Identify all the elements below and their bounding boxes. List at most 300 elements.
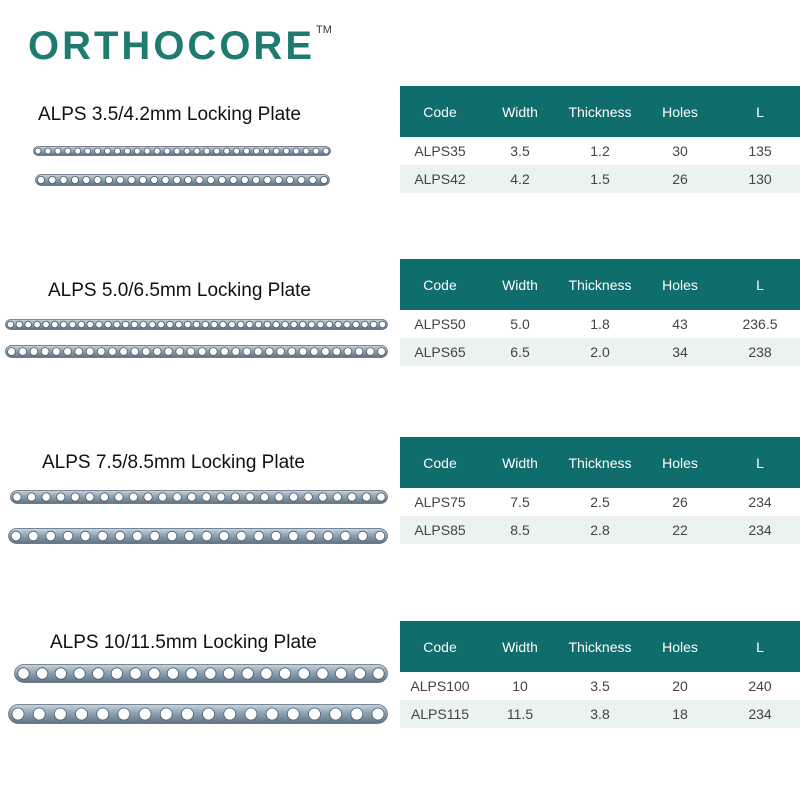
plate-hole	[265, 348, 273, 356]
column-header-length: L	[720, 437, 800, 488]
plate-hole	[214, 148, 220, 154]
column-header-holes: Holes	[640, 259, 720, 310]
plate-hole	[120, 348, 128, 356]
plate-hole	[85, 148, 91, 154]
plate-hole	[319, 493, 327, 501]
plate-hole	[209, 348, 217, 356]
plate-hole	[93, 668, 104, 679]
plate-hole	[37, 176, 44, 183]
plate-hole	[361, 321, 368, 328]
cell-length: 130	[720, 165, 800, 193]
plate-hole	[52, 348, 60, 356]
plate-hole	[320, 176, 327, 183]
trademark-mark: TM	[316, 24, 332, 36]
plate-hole	[344, 348, 352, 356]
plate-hole	[375, 531, 385, 541]
plate-hole	[117, 176, 124, 183]
plate-hole	[254, 531, 264, 541]
plate-hole	[366, 348, 374, 356]
plate-hole	[11, 531, 21, 541]
plate-hole	[7, 321, 14, 328]
section-title-1: ALPS 3.5/4.2mm Locking Plate	[38, 104, 301, 125]
plate-hole	[60, 176, 67, 183]
plate-hole	[118, 708, 130, 720]
plate-hole	[313, 148, 319, 154]
plate-hole	[149, 321, 156, 328]
cell-code: ALPS100	[400, 672, 480, 700]
plate-hole	[358, 531, 368, 541]
plate-hole	[306, 531, 316, 541]
cell-holes: 26	[640, 488, 720, 516]
plate-hole	[154, 148, 160, 154]
plate-hole	[333, 348, 341, 356]
plate-hole	[330, 708, 342, 720]
plate-hole	[186, 668, 197, 679]
plate-hole	[56, 493, 64, 501]
plate-hole	[221, 348, 229, 356]
plate-hole	[231, 493, 239, 501]
plate-hole	[142, 348, 150, 356]
cell-width: 5.0	[480, 310, 560, 338]
table-row	[400, 165, 800, 193]
plate-hole	[13, 493, 21, 501]
plate-hole	[181, 708, 193, 720]
plate-hole	[139, 176, 146, 183]
plate-hole	[140, 321, 147, 328]
plate-hole	[158, 321, 165, 328]
cell-thickness: 2.5	[560, 488, 640, 516]
plate-hole	[78, 321, 85, 328]
plate-hole	[304, 493, 312, 501]
plate-hole	[165, 348, 173, 356]
table-row	[400, 700, 800, 728]
plate-image-alps35	[33, 146, 331, 156]
plate-hole	[341, 531, 351, 541]
plate-hole	[355, 348, 363, 356]
plate-hole	[74, 668, 85, 679]
plate-hole	[266, 708, 278, 720]
plate-hole	[162, 176, 169, 183]
cell-code: ALPS42	[400, 165, 480, 193]
cell-thickness: 2.8	[560, 516, 640, 544]
plate-hole	[244, 148, 250, 154]
plate-hole	[109, 348, 117, 356]
plate-hole	[379, 321, 386, 328]
cell-thickness: 1.5	[560, 165, 640, 193]
plate-hole	[193, 321, 200, 328]
plate-hole	[55, 148, 61, 154]
plate-hole	[173, 176, 180, 183]
plate-hole	[19, 348, 27, 356]
plate-hole	[12, 708, 24, 720]
cell-holes: 22	[640, 516, 720, 544]
brand-name: ORTHOCORE	[28, 24, 315, 68]
plate-hole	[229, 321, 236, 328]
plate-hole	[98, 531, 108, 541]
plate-hole	[219, 531, 229, 541]
plate-hole	[97, 708, 109, 720]
section-title-4: ALPS 10/11.5mm Locking Plate	[50, 632, 317, 653]
cell-width: 6.5	[480, 338, 560, 366]
plate-hole	[114, 148, 120, 154]
column-header-length: L	[720, 259, 800, 310]
column-header-code: Code	[400, 437, 480, 488]
plate-hole	[113, 321, 120, 328]
plate-hole	[298, 668, 309, 679]
plate-hole	[76, 708, 88, 720]
plate-hole	[35, 148, 41, 154]
spec-table-3	[400, 437, 800, 544]
column-header-width: Width	[480, 437, 560, 488]
plate-hole	[97, 348, 105, 356]
plate-hole	[25, 321, 32, 328]
plate-hole	[362, 493, 370, 501]
table-row	[400, 338, 800, 366]
plate-hole	[370, 321, 377, 328]
spec-table-4	[400, 621, 800, 728]
plate-hole	[176, 348, 184, 356]
plate-hole	[277, 348, 285, 356]
plate-hole	[279, 668, 290, 679]
cell-code: ALPS35	[400, 137, 480, 165]
column-header-length: L	[720, 621, 800, 672]
plate-hole	[275, 493, 283, 501]
plate-hole	[128, 176, 135, 183]
plate-hole	[205, 668, 216, 679]
plate-hole	[95, 148, 101, 154]
plate-hole	[42, 493, 50, 501]
cell-length: 238	[720, 338, 800, 366]
plate-hole	[139, 708, 151, 720]
plate-hole	[275, 176, 282, 183]
plate-hole	[36, 668, 47, 679]
plate-hole	[51, 321, 58, 328]
plate-image-alps75	[10, 490, 388, 504]
plate-hole	[353, 321, 360, 328]
plate-image-alps50	[5, 319, 388, 330]
column-header-length: L	[720, 86, 800, 137]
plate-hole	[273, 148, 279, 154]
plate-image-alps100	[14, 664, 388, 683]
plate-body	[6, 346, 388, 358]
plate-hole	[326, 321, 333, 328]
plate-hole	[198, 348, 206, 356]
plate-hole	[298, 176, 305, 183]
plate-hole	[18, 668, 29, 679]
plate-hole	[322, 348, 330, 356]
plate-hole	[252, 176, 259, 183]
cell-code: ALPS115	[400, 700, 480, 728]
plate-body	[11, 491, 388, 504]
cell-thickness: 1.8	[560, 310, 640, 338]
plate-hole	[223, 668, 234, 679]
plate-hole	[283, 148, 289, 154]
cell-code: ALPS65	[400, 338, 480, 366]
plate-hole	[232, 348, 240, 356]
plate-hole	[308, 321, 315, 328]
plate-hole	[224, 148, 230, 154]
plate-hole	[317, 321, 324, 328]
plate-hole	[105, 176, 112, 183]
plate-hole	[16, 321, 23, 328]
plate-hole	[196, 176, 203, 183]
cell-holes: 20	[640, 672, 720, 700]
plate-hole	[263, 148, 269, 154]
plate-hole	[150, 531, 160, 541]
cell-length: 240	[720, 672, 800, 700]
plate-hole	[291, 321, 298, 328]
cell-length: 135	[720, 137, 800, 165]
plate-hole	[254, 348, 262, 356]
plate-hole	[378, 348, 386, 356]
plate-hole	[372, 708, 384, 720]
plate-hole	[86, 493, 94, 501]
plate-hole	[131, 348, 139, 356]
cell-code: ALPS85	[400, 516, 480, 544]
cell-width: 4.2	[480, 165, 560, 193]
plate-hole	[271, 531, 281, 541]
plate-hole	[194, 148, 200, 154]
plate-image-alps42	[35, 174, 330, 186]
plate-hole	[134, 148, 140, 154]
spec-table-2	[400, 259, 800, 366]
plate-hole	[83, 176, 90, 183]
plate-hole	[160, 708, 172, 720]
plate-hole	[202, 321, 209, 328]
plate-hole	[185, 531, 195, 541]
plate-hole	[87, 321, 94, 328]
spec-table-1	[400, 86, 800, 193]
plate-hole	[8, 348, 16, 356]
plate-body	[15, 665, 388, 683]
plate-hole	[348, 493, 356, 501]
column-header-code: Code	[400, 621, 480, 672]
plate-hole	[184, 148, 190, 154]
plate-hole	[63, 531, 73, 541]
plate-hole	[173, 493, 181, 501]
plate-hole	[264, 176, 271, 183]
plate-hole	[335, 668, 346, 679]
plate-hole	[96, 321, 103, 328]
plate-hole	[149, 668, 160, 679]
plate-hole	[33, 708, 45, 720]
cell-width: 11.5	[480, 700, 560, 728]
plate-hole	[29, 531, 39, 541]
column-header-thickness: Thickness	[560, 86, 640, 137]
plate-hole	[288, 348, 296, 356]
plate-hole	[299, 348, 307, 356]
plate-hole	[86, 348, 94, 356]
plate-hole	[144, 493, 152, 501]
cell-holes: 18	[640, 700, 720, 728]
cell-thickness: 1.2	[560, 137, 640, 165]
plate-hole	[153, 348, 161, 356]
plate-hole	[377, 493, 385, 501]
plate-hole	[354, 668, 365, 679]
plate-hole	[105, 148, 111, 154]
plate-hole	[167, 321, 174, 328]
plate-hole	[41, 348, 49, 356]
plate-hole	[45, 148, 51, 154]
plate-hole	[167, 531, 177, 541]
plate-hole	[60, 321, 67, 328]
plate-hole	[124, 148, 130, 154]
plate-hole	[164, 148, 170, 154]
plate-hole	[310, 348, 318, 356]
plate-hole	[237, 321, 244, 328]
plate-hole	[220, 321, 227, 328]
column-header-width: Width	[480, 621, 560, 672]
plate-hole	[323, 531, 333, 541]
plate-hole	[81, 531, 91, 541]
cell-length: 236.5	[720, 310, 800, 338]
plate-hole	[65, 148, 71, 154]
cell-thickness: 3.5	[560, 672, 640, 700]
plate-hole	[211, 321, 218, 328]
plate-hole	[255, 321, 262, 328]
cell-code: ALPS75	[400, 488, 480, 516]
table-row	[400, 310, 800, 338]
plate-hole	[174, 148, 180, 154]
plate-hole	[261, 668, 272, 679]
plate-hole	[131, 321, 138, 328]
plate-hole	[351, 708, 363, 720]
plate-hole	[204, 148, 210, 154]
plate-hole	[293, 148, 299, 154]
plate-hole	[188, 493, 196, 501]
section-title-2: ALPS 5.0/6.5mm Locking Plate	[48, 280, 311, 301]
plate-hole	[203, 708, 215, 720]
cell-width: 3.5	[480, 137, 560, 165]
plate-hole	[264, 321, 271, 328]
cell-holes: 43	[640, 310, 720, 338]
column-header-code: Code	[400, 259, 480, 310]
column-header-width: Width	[480, 86, 560, 137]
column-header-thickness: Thickness	[560, 621, 640, 672]
cell-width: 8.5	[480, 516, 560, 544]
plate-hole	[46, 531, 56, 541]
plate-hole	[286, 176, 293, 183]
plate-hole	[207, 176, 214, 183]
cell-holes: 26	[640, 165, 720, 193]
plate-hole	[122, 321, 129, 328]
plate-hole	[245, 708, 257, 720]
cell-length: 234	[720, 516, 800, 544]
plate-hole	[243, 348, 251, 356]
column-header-width: Width	[480, 259, 560, 310]
column-header-holes: Holes	[640, 86, 720, 137]
plate-hole	[151, 176, 158, 183]
plate-hole	[335, 321, 342, 328]
plate-hole	[43, 321, 50, 328]
table-row	[400, 488, 800, 516]
plate-hole	[287, 708, 299, 720]
plate-body	[36, 175, 330, 186]
plate-hole	[282, 321, 289, 328]
plate-hole	[130, 668, 141, 679]
cell-thickness: 2.0	[560, 338, 640, 366]
plate-image-alps65	[5, 345, 388, 358]
plate-hole	[111, 668, 122, 679]
plate-hole	[34, 321, 41, 328]
plate-hole	[241, 176, 248, 183]
cell-length: 234	[720, 700, 800, 728]
plate-hole	[175, 321, 182, 328]
plate-hole	[242, 668, 253, 679]
plate-hole	[27, 493, 35, 501]
plate-hole	[289, 493, 297, 501]
plate-hole	[115, 531, 125, 541]
plate-hole	[234, 148, 240, 154]
column-header-code: Code	[400, 86, 480, 137]
plate-hole	[144, 148, 150, 154]
plate-hole	[323, 148, 329, 154]
plate-hole	[71, 176, 78, 183]
column-header-thickness: Thickness	[560, 437, 640, 488]
cell-length: 234	[720, 488, 800, 516]
plate-hole	[49, 176, 56, 183]
plate-hole	[260, 493, 268, 501]
plate-hole	[64, 348, 72, 356]
plate-hole	[289, 531, 299, 541]
table-row	[400, 516, 800, 544]
plate-hole	[158, 493, 166, 501]
plate-hole	[54, 708, 66, 720]
plate-hole	[308, 708, 320, 720]
plate-hole	[202, 493, 210, 501]
plate-hole	[133, 531, 143, 541]
plate-hole	[253, 148, 259, 154]
plate-hole	[55, 668, 66, 679]
section-title-3: ALPS 7.5/8.5mm Locking Plate	[42, 452, 305, 473]
plate-hole	[273, 321, 280, 328]
plate-hole	[309, 176, 316, 183]
plate-hole	[184, 321, 191, 328]
plate-hole	[230, 176, 237, 183]
plate-hole	[317, 668, 328, 679]
plate-hole	[71, 493, 79, 501]
cell-thickness: 3.8	[560, 700, 640, 728]
plate-image-alps115	[8, 704, 388, 724]
cell-holes: 34	[640, 338, 720, 366]
plate-hole	[185, 176, 192, 183]
plate-hole	[299, 321, 306, 328]
column-header-holes: Holes	[640, 437, 720, 488]
plate-hole	[105, 321, 112, 328]
plate-image-alps85	[8, 528, 388, 544]
plate-hole	[167, 668, 178, 679]
cell-code: ALPS50	[400, 310, 480, 338]
plate-hole	[94, 176, 101, 183]
plate-hole	[219, 176, 226, 183]
plate-hole	[30, 348, 38, 356]
plate-hole	[246, 493, 254, 501]
plate-hole	[75, 148, 81, 154]
cell-holes: 30	[640, 137, 720, 165]
plate-hole	[129, 493, 137, 501]
cell-width: 7.5	[480, 488, 560, 516]
plate-hole	[100, 493, 108, 501]
plate-hole	[224, 708, 236, 720]
plate-hole	[303, 148, 309, 154]
plate-hole	[237, 531, 247, 541]
plate-hole	[373, 668, 384, 679]
column-header-holes: Holes	[640, 621, 720, 672]
column-header-thickness: Thickness	[560, 259, 640, 310]
cell-width: 10	[480, 672, 560, 700]
plate-hole	[69, 321, 76, 328]
plate-hole	[187, 348, 195, 356]
